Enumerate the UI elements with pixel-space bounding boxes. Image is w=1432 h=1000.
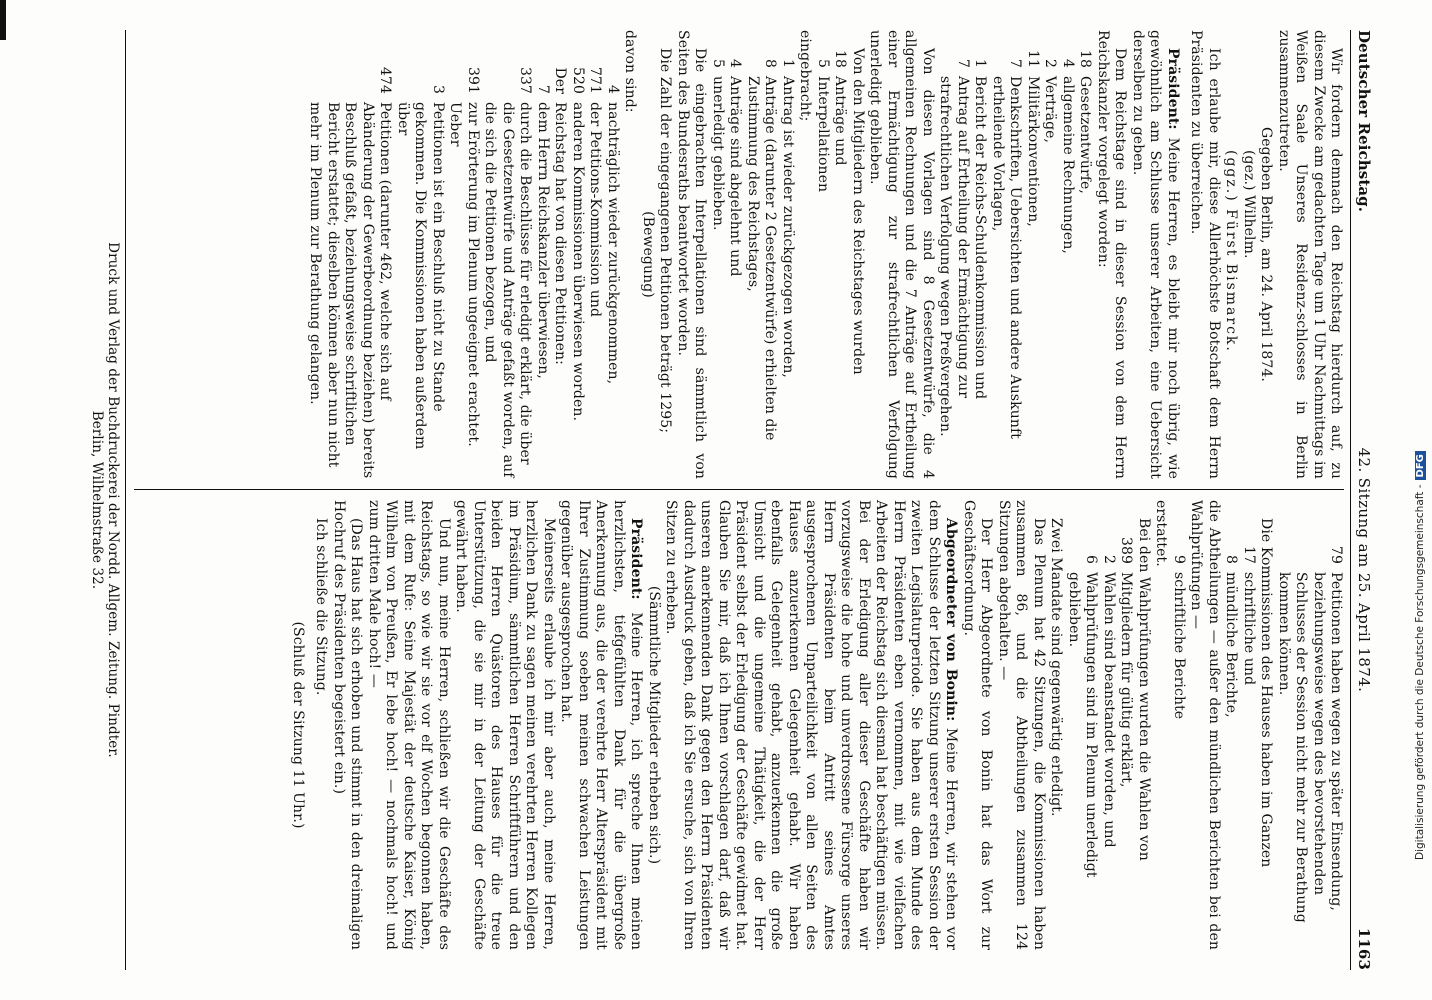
paragraph: Meine Herren, es bleibt mir noch übrig, wie gewöhnlich am Schlusse unserer Arbeiten, eine Uebersicht derselben zu geben. xyxy=(1130,30,1181,479)
closing-note: (Schluß der Sitzung 11 Uhr.) xyxy=(290,621,306,829)
list xyxy=(1222,500,1257,950)
imprint-line: Druck und Verlag der Buchdruckerei der Nordd. Allgem. Zeitung. Pindter. xyxy=(105,242,122,758)
list-item-number: 7 xyxy=(1007,58,1024,68)
stage-direction: (Bewegung) xyxy=(640,211,656,298)
list-item-number: 11 xyxy=(1025,49,1041,68)
stage-direction: (Das Haus hat sich erhoben und stimmt in den dreimaligen Hochruf des Präsidenten begeistert ein.) xyxy=(331,500,365,950)
paragraph: die Abtheilungen — außer den mündlichen Berichten bei den Wahlprüfungen — xyxy=(1188,500,1222,950)
list-item-text: Antrag auf Ertheilung der Ermächtigung zur strafrechtlichen Verfolgung wegen Preßvergehen. xyxy=(937,76,971,437)
list-item-text: schriftliche und xyxy=(1241,572,1257,686)
list xyxy=(1275,500,1345,950)
list-item-number: 771 xyxy=(587,66,604,94)
list-item-number: 1 xyxy=(972,58,989,68)
list xyxy=(306,30,621,479)
paragraph: Die eingebrachten Interpellationen sind sämmtlich von Seiten des Bundesraths beantwortet worden. xyxy=(675,30,709,479)
left-column xyxy=(135,30,1345,490)
digitization-credit xyxy=(1414,0,1426,860)
list-item-number: 5 xyxy=(710,58,726,68)
paragraph: Von den Mitgliedern des Reichstages wurden xyxy=(850,48,866,375)
list-item xyxy=(481,30,534,479)
list-item-text: Anträge sind abgelehnt und xyxy=(727,76,744,277)
imprint-line: Berlin, Wilhelmstraße 32. xyxy=(89,410,106,590)
paragraph: Die Zahl der eingegangenen Petitionen beträgt 1295; xyxy=(657,48,674,434)
list-item xyxy=(1059,30,1077,479)
paragraph: Meine Herren, ich spreche Ihnen meinen herzlichsten, tiefgefühlten Dank für die übergroße Anerkennung aus, die der verehrte Herr Alterspräsident mit Ihrer Zustimmung soeben meinen schwachen Leistungen gegenüber ausgesprochen hat. xyxy=(558,500,645,950)
list-item-number: 7 xyxy=(535,84,551,94)
list-item xyxy=(1076,30,1094,479)
list-item-number: Der xyxy=(552,67,569,94)
list-item xyxy=(534,30,552,479)
list-item xyxy=(779,30,797,479)
paragraph: Und nun, meine Herren, schließen wir die Geschäfte des Reichstags, so wie wir sie vor elf Wochen begonnen haben, mit dem Rufe: Seine Majestät der deutsche Kaiser, König Wilhelm von Preußen, Er lebe hoch! — nochmals hoch! und zum dritten Male hoch! — xyxy=(366,500,452,950)
list-item-text: Anträge und xyxy=(832,76,849,166)
list-item-number: 474 xyxy=(377,66,394,94)
list-item-number: 9 xyxy=(1171,554,1187,564)
list-item-text: unerledigt geblieben. xyxy=(710,76,726,231)
paragraph: Ich erlaube mir, diese Allerhöchste Botschaft dem Herrn Präsidenten zu überreichen. xyxy=(1188,30,1222,479)
speaker-label: Abgeordneter von Bonin: xyxy=(943,518,960,722)
list-item-text: Petitionen ist ein Beschluß nicht zu Stande gekommen. Die Kommissionen haben außerdem über xyxy=(395,102,446,450)
list-item-text: Denkschriften, Uebersichten und andere Auskunft ertheilende Vorlagen, xyxy=(990,76,1024,439)
paragraph: Bei den Wahlprüfungen wurden die Wahlen von xyxy=(1136,518,1152,861)
list-item-number: 7 xyxy=(955,58,971,68)
publication-title: Deutscher Reichstag. xyxy=(1355,30,1373,213)
page-header xyxy=(1351,30,1373,970)
list-item-text: Petitionen haben wegen zu später Einsendung, beziehungsweise wegen des bevorstehenden Schlusses der Session nicht mehr zur Berathung kommen können. xyxy=(1276,572,1345,923)
list-item xyxy=(306,30,394,479)
paragraph: davon sind: xyxy=(622,30,639,113)
list-item-text: Verträge, xyxy=(1042,76,1059,144)
list-item-text: Wahlen sind beanstandet worden, und xyxy=(1101,572,1117,848)
list-item xyxy=(604,30,622,479)
list-item xyxy=(394,30,447,479)
list-item-number: 4 xyxy=(605,84,621,94)
list-item xyxy=(831,30,849,479)
list-item xyxy=(1065,500,1100,950)
list-item-text: dem Herrn Reichskanzler überwiesen, xyxy=(535,102,551,379)
right-column xyxy=(135,490,1345,950)
list xyxy=(1170,500,1188,950)
paragraph: Wir fordern demnach den Reichstag hierdurch auf, zu diesem Zwecke am gedachten Tage um 1 Uhr Nachmittags im Weißen Saale Unseres Residenz-schlosses in Berlin zusammenzutreten. xyxy=(1276,30,1345,479)
list-item-text: allgemeine Rechnungen, xyxy=(1060,76,1076,254)
list-item xyxy=(1100,500,1118,950)
list-item xyxy=(971,30,989,479)
paragraph: Von diesen Vorlagen sind 8 Gesetzentwürfe, die 4 allgemeinen Rechnungen und die 7 Anträge auf Ertheilung einer Ermächtigung zur strafrechtlichen Verfolgung unerledigt geblieben. xyxy=(867,30,936,479)
list-item-number: 2 xyxy=(1042,58,1059,68)
page-number: 1163 xyxy=(1355,927,1373,970)
paragraph: Die Kommissionen des Hauses haben im Ganzen xyxy=(1258,518,1275,868)
list-item xyxy=(709,30,727,479)
list-item-text: Gesetzentwürfe, xyxy=(1077,76,1094,194)
list-item xyxy=(1170,500,1188,950)
list-item xyxy=(1275,500,1345,950)
list-item-text: Interpellationen xyxy=(815,76,831,193)
list-item xyxy=(1041,30,1059,479)
list-item-text: der Petitions-Kommission und xyxy=(587,102,604,318)
list-item xyxy=(446,30,481,479)
list-item-text: Mitgliedern für gültig erklärt, xyxy=(1118,572,1135,788)
list-item-number: 5 xyxy=(815,58,831,68)
list-item-number: 8 xyxy=(1223,554,1240,564)
list-item-text: Anträge (darunter 2 Gesetzentwürfe) erhielten die Zustimmung des Reichstages, xyxy=(745,76,779,441)
list xyxy=(709,30,797,479)
list-item-text: anderen Kommissionen überwiesen worden. xyxy=(570,102,586,421)
list-item xyxy=(586,30,604,479)
two-column-body xyxy=(135,30,1345,970)
signature-line: (gez.) Wilhelm. xyxy=(1241,150,1257,259)
list-item-text: nachträglich wieder zurückgenommen, xyxy=(605,102,621,385)
list xyxy=(1065,500,1135,950)
list-item xyxy=(1117,500,1135,950)
list-item-text: Reichstag hat von diesen Petitionen: xyxy=(552,102,569,365)
list xyxy=(936,30,1094,479)
list-item-number: 4 xyxy=(727,58,744,68)
list-item-number: 6 xyxy=(1083,554,1100,564)
list-item-number: 1 xyxy=(780,58,796,68)
list-item-number: 391 xyxy=(465,66,481,94)
list-item-text: zur Erörterung im Plenum ungeeignet erachtet. Ueber xyxy=(447,102,481,447)
speaker-label: Präsident: xyxy=(628,518,645,600)
paragraph: eingebracht; xyxy=(797,30,814,122)
stage-direction: (Sämmtliche Mitglieder erheben sich.) xyxy=(646,585,662,865)
list-item-text: Bericht der Reichs-Schuldenkommission und xyxy=(972,76,989,400)
list-item xyxy=(989,30,1024,479)
session-line: 42. Sitzung am 25. April 1874. xyxy=(1355,447,1373,693)
list-item xyxy=(569,30,587,479)
list-item-number: 389 xyxy=(1118,536,1135,564)
list-item-number: 17 xyxy=(1241,545,1257,564)
list-item-number: 8 xyxy=(762,58,779,68)
date-line: Gegeben Berlin, am 24. April 1874. xyxy=(1258,126,1275,382)
credit-text: Digitalisierung gefördert durch die Deutsche Forschungsgemeinschaft - xyxy=(1414,484,1426,860)
list-item xyxy=(726,30,744,479)
list-item-number: 2 xyxy=(1101,554,1117,564)
paragraph: Der Herr Abgeordnete von Bonin hat das Wort zur Geschäftsordnung. xyxy=(961,500,995,950)
rotated-document-page xyxy=(12,30,1372,970)
paragraph: Dem Reichstage sind in dieser Session von dem Herrn Reichskanzler vorgelegt worden: xyxy=(1095,30,1129,479)
list-item-number: 337 xyxy=(517,66,534,94)
paragraph: Meine Herren, wir stehen vor dem Schlusse der letzten Sitzung unserer ersten Session der zweiten Legislaturperiode. Sie haben aus dem Munde des Herrn Präsidenten eben vernommen, mit wie vielfachen Arbeiten der Reichstag sich diesmal hat beschäftigen müssen. Bei der Erledigung aller dieser Geschäfte haben wir vorzugsweise die hohe und unverdrossene Fürsorge unseres Herrn Präsidenten beim Antritt seines Amtes ausgesprochenen Unparteilichkeit von allen Seiten des Hauses anzuerkennen Gelegenheit gehabt. Wir haben ebenfalls Gelegenheit gehabt, anzuerkennen die große Umsicht und die ungemeine Thätigkeit, die der Herr Präsident selbst der Erledigung der Geschäfte gewidmet hat. Glauben Sie mir, daß ich Ihnen vorschlagen darf, daß wir unseren anerkennenden Dank gegen den Herrn Präsidenten dadurch Ausdruck geben, daß ich Sie ersuche, sich von Ihren Sitzen zu erheben. xyxy=(663,500,960,950)
list-item-text: durch die Beschlüsse für erledigt erklärt, die über die Gesetzentwürfe und Anträge gefaßt worden, auf die sich die Petitionen bezogen, und xyxy=(482,102,534,478)
list-item-text: Wahlprüfungen sind im Plenum unerledigt geblieben. xyxy=(1066,572,1100,878)
list-item xyxy=(1024,30,1042,479)
list-item-text: Militärkonventionen, xyxy=(1025,76,1041,227)
paragraph: Ich schließe die Sitzung. xyxy=(313,518,330,696)
paragraph: Zwei Mandate sind gegenwärtig erledigt. xyxy=(1048,518,1065,817)
list-item xyxy=(744,30,779,479)
list-item xyxy=(1240,500,1258,950)
list xyxy=(814,30,849,479)
speaker-label: Präsident: xyxy=(1165,48,1181,130)
paragraph: Meinerseits erlaube ich mir aber auch, meine Herren, herzlichen Dank zu sagen meinen verehrten Herren Kollegen im Präsidium, sämmtlichen Herren Schriftführern und den beiden Herren Quästoren des Hauses für die treue Unterstützung, die sie mir in der Leitung der Geschäfte gewährt haben. xyxy=(453,500,557,950)
list-item-number: 4 xyxy=(1060,58,1076,68)
paragraph: erstattet. xyxy=(1153,500,1170,567)
list-item-number: 18 xyxy=(1077,49,1094,68)
list-item-number: 18 xyxy=(832,49,849,68)
list-item-text: Antrag ist wieder zurückgezogen worden, xyxy=(780,76,796,378)
list-item-number: 3 xyxy=(430,84,446,94)
list-item-text: Petitionen (darunter 462, welche sich auf Abänderung der Gewerbeordnung beziehen) bereits Beschluß gefaßt, beziehungsweise schriftlichen Bericht erstattet; dieselben können aber nun nicht mehr im Plenum zur Berathung gelangen. xyxy=(307,102,394,479)
dfg-logo: DFG xyxy=(1415,451,1426,480)
list-item xyxy=(814,30,832,479)
list-item xyxy=(551,30,569,479)
list-item xyxy=(1222,500,1240,950)
list-item xyxy=(936,30,971,479)
signature-line: (ggz.) Fürst Bismarck. xyxy=(1223,150,1240,353)
list-item-number: 79 xyxy=(1328,545,1345,564)
scan-edge-mark xyxy=(0,0,6,40)
list-item-text: schriftliche Berichte xyxy=(1171,572,1187,720)
printer-imprint xyxy=(90,30,127,970)
list-item-text: mündliche Berichte, xyxy=(1223,572,1240,718)
paragraph: Das Plenum hat 42 Sitzungen, die Kommissionen haben zusammen 86, und die Abtheilungen zusammen 124 Sitzungen abgehalten. — xyxy=(996,500,1047,950)
list-item-number: 520 xyxy=(570,66,586,94)
